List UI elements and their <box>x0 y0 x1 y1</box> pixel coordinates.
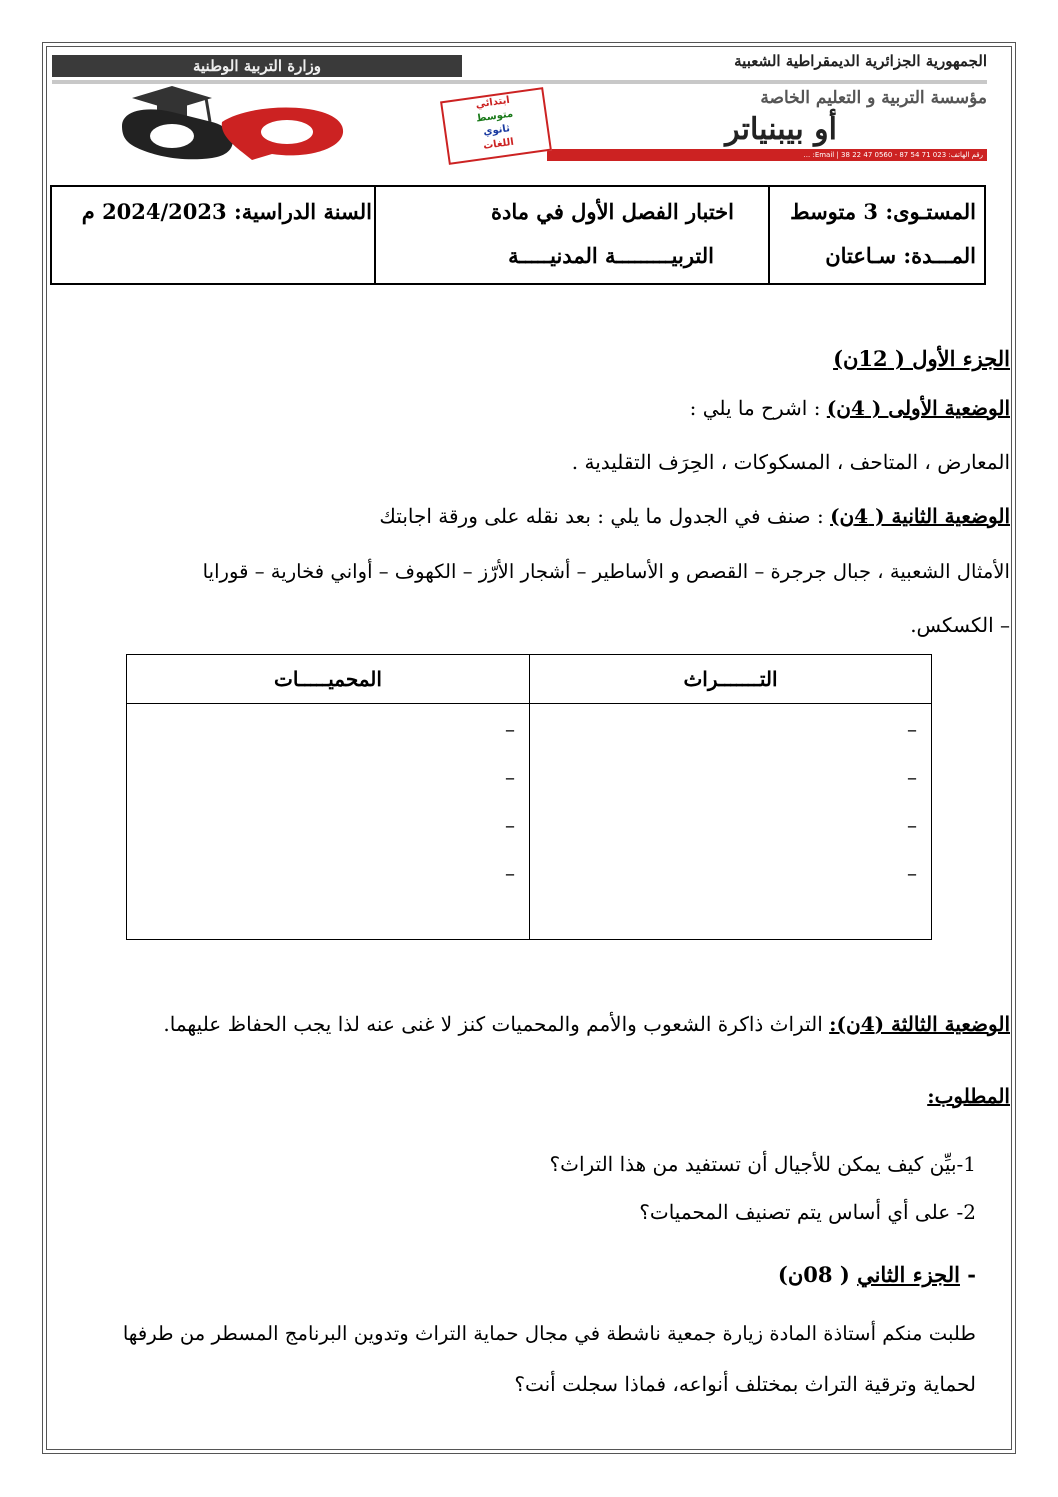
required-label: المطلوب: <box>927 1084 1010 1108</box>
heritage-dash-2: – <box>907 765 917 789</box>
heritage-dash-1: – <box>907 717 917 741</box>
exam-title-line2: التربيـــــــــة المدنيـــــة <box>508 243 714 268</box>
level-secondary: ثانوي <box>482 123 511 138</box>
logo-icon <box>102 82 362 162</box>
header-banner <box>52 50 987 165</box>
part2-title-text: الجزء الثاني <box>857 1262 960 1287</box>
part1-title: الجزء الأول ( 12ن) <box>833 346 1010 371</box>
situation3 <box>163 1012 1010 1036</box>
school-year-text: السنة الدراسية: 2024/2023 م <box>81 199 372 224</box>
info-level-cell <box>768 187 984 283</box>
situation1 <box>690 396 1010 420</box>
question-1: 1-بيِّن كيف يمكن للأجيال أن تستفيد من هذا التراث؟ <box>549 1152 976 1176</box>
contact-strip: رقم الهاتف: 023 71 54 87 - 0560 47 22 38 | Email: ... <box>547 149 987 161</box>
situation3-text: التراث ذاكرة الشعوب والأمم والمحميات كنز لا غنى عنه لذا يجب الحفاظ عليهما. <box>163 1012 823 1036</box>
situation2 <box>379 504 1010 528</box>
level-primary: ابتدائي <box>474 94 511 111</box>
heritage-column <box>529 655 931 939</box>
part2-dash: - <box>967 1262 976 1287</box>
heritage-dash-4: – <box>907 861 917 885</box>
exam-title-line1: اختبار الفصل الأول في مادة <box>491 199 734 224</box>
situation2-items-line2: – الكسكس. <box>910 613 1010 637</box>
info-exam-cell <box>374 187 768 283</box>
classification-table <box>126 654 932 940</box>
info-year-cell <box>52 187 374 283</box>
level-middle: متوسط <box>475 108 514 125</box>
heritage-dash-3: – <box>907 813 917 837</box>
duration-text: المـــدة: سـاعتان <box>825 243 976 268</box>
situation2-title: الوضعية الثانية ( 4ن) <box>830 504 1010 528</box>
brand-name: أو بيبنياتر <box>725 112 837 147</box>
level-text: المستـوى: 3 متوسط <box>790 199 976 224</box>
part2-text-line2: لحماية وترقية التراث بمختلف أنواعه، فماذا سجلت أنت؟ <box>514 1372 976 1396</box>
reserves-dash-2: – <box>505 765 515 789</box>
level-languages: اللغات <box>482 136 515 152</box>
republic-label: الجمهورية الجزائرية الديمقراطية الشعبية <box>734 52 987 70</box>
situation1-items: المعارض ، المتاحف ، المسكوكات ، الحِرَف التقليدية . <box>571 450 1010 474</box>
situation2-text: : صنف في الجدول ما يلي : بعد نقله على ورقة اجابتك <box>379 504 824 528</box>
reserves-dash-1: – <box>505 717 515 741</box>
reserves-dash-4: – <box>505 861 515 885</box>
reserves-dash-3: – <box>505 813 515 837</box>
institution-label: مؤسسة التربية و التعليم الخاصة <box>760 88 987 108</box>
part2-text-line1: طلبت منكم أستاذة المادة زيارة جمعية ناشطة في مجال حماية التراث وتدوين البرنامج المسطر من طرفها <box>122 1322 976 1345</box>
question-2: 2- على أي أساس يتم تصنيف المحميات؟ <box>639 1200 976 1224</box>
situation3-title: الوضعية الثالثة (4ن): <box>829 1012 1010 1036</box>
situation1-text: : اشرح ما يلي : <box>689 396 821 420</box>
reserves-column <box>127 655 529 939</box>
ministry-label: وزارة التربية الوطنية <box>52 55 462 77</box>
levels-badge <box>440 87 552 165</box>
situation1-title: الوضعية الأولى ( 4ن) <box>826 396 1010 420</box>
part2-points: ( 08ن) <box>777 1262 850 1287</box>
situation2-items-line1: الأمثال الشعبية ، جبال جرجرة – القصص و الأساطير – أشجار الأرّز – الكهوف – أواني فخارية – قورايا <box>202 560 1010 583</box>
part2-title <box>778 1262 976 1287</box>
reserves-header: المحميـــــات <box>127 655 529 704</box>
exam-info-table <box>50 185 986 285</box>
heritage-header: التـــــــراث <box>530 655 931 704</box>
